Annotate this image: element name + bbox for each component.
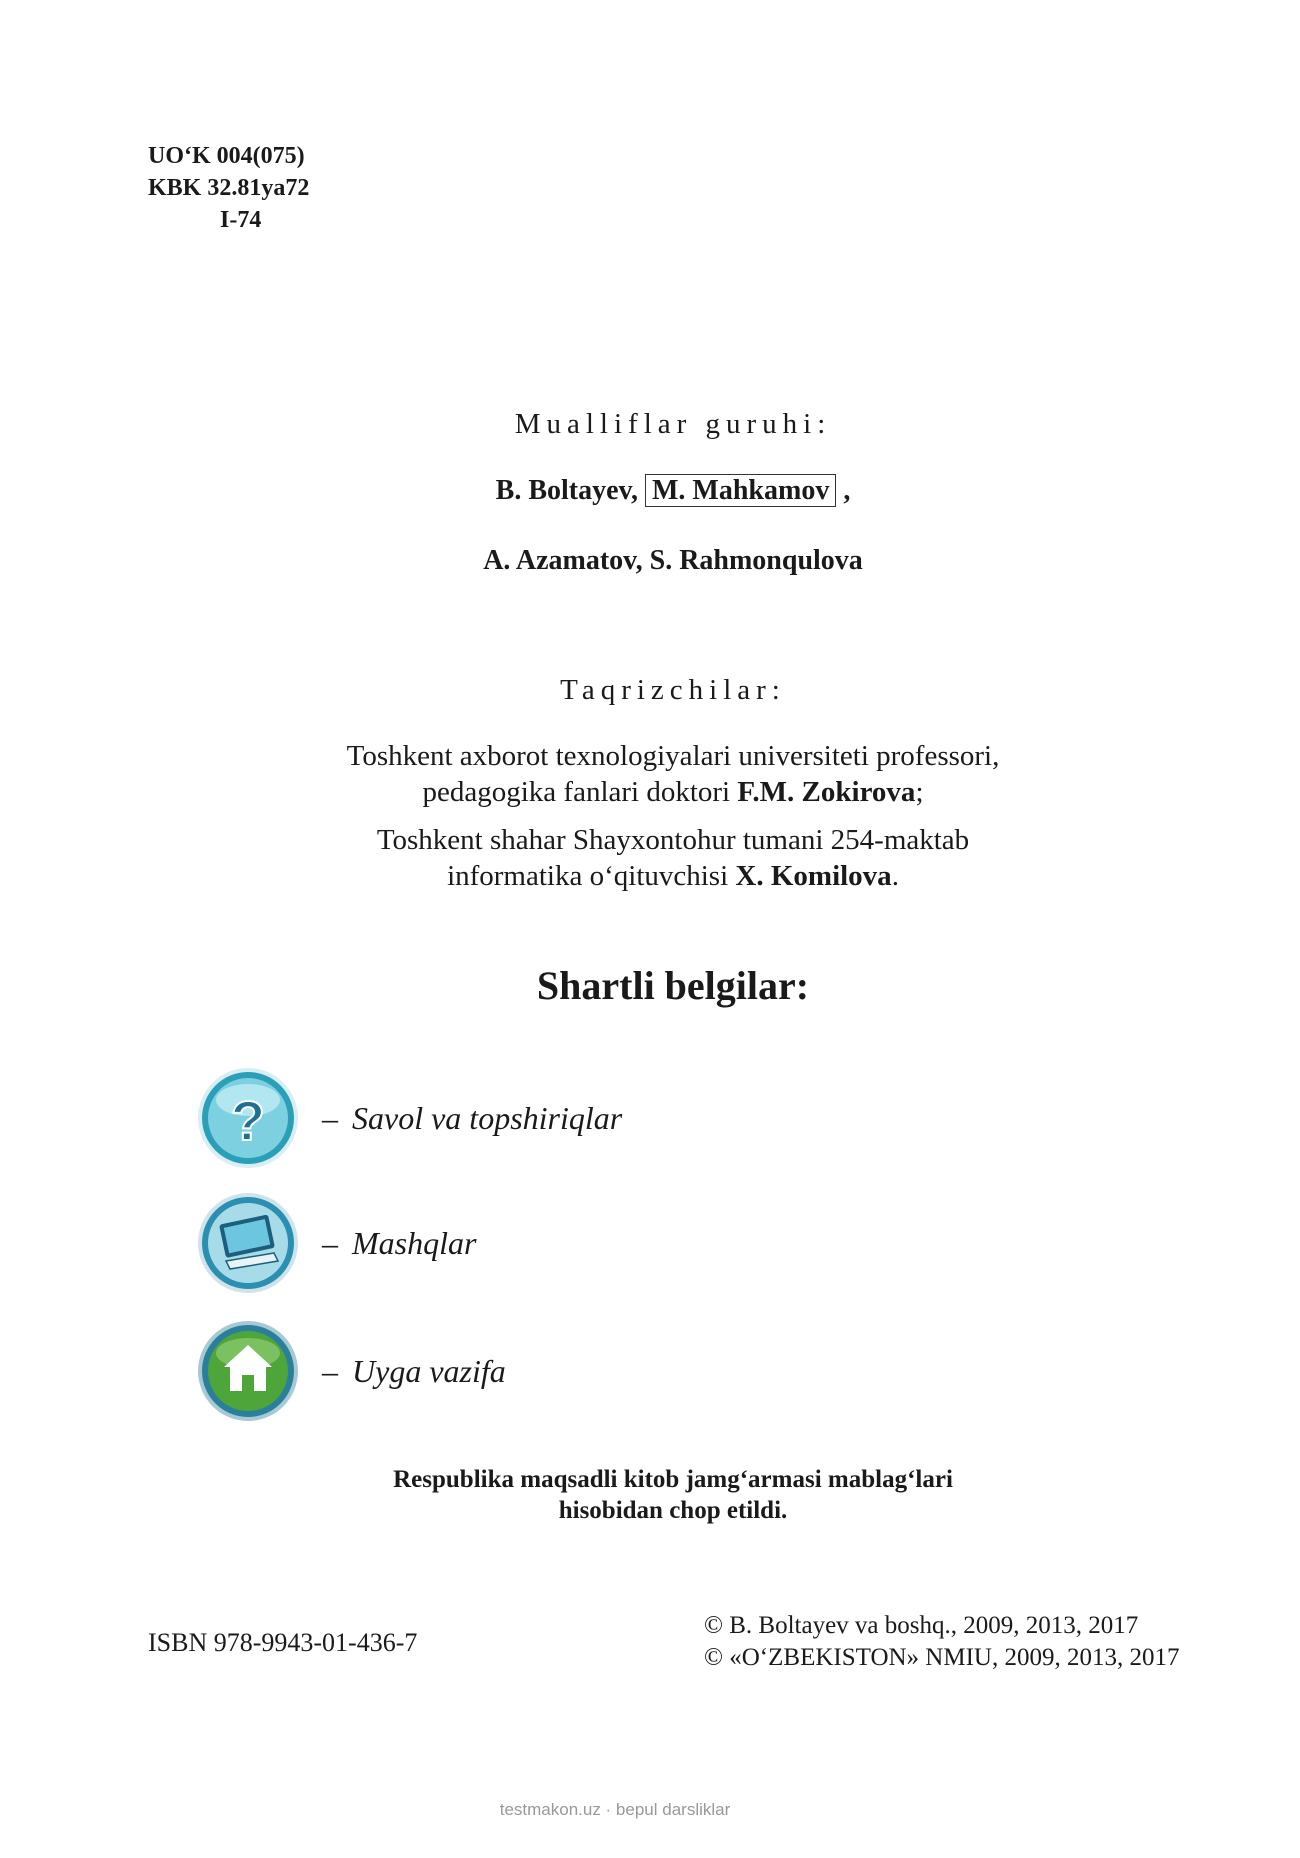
uok-code: UO‘K 004(075) — [148, 143, 305, 169]
reviewer-1-affiliation: Toshkent axborot texnologiyalari universiteti professori, — [346, 740, 1000, 772]
legend-text-homework: Uyga vazifa — [352, 1352, 506, 1389]
legend-item-questions — [196, 1063, 622, 1173]
copyright-block — [704, 1610, 1179, 1674]
watermark: testmakon.uz · bepul darsliklar — [499, 1800, 731, 1819]
reviewer-1-title — [0, 774, 1300, 810]
kbk-code: KBK 32.81ya72 — [148, 175, 310, 201]
legend-label-questions — [322, 1100, 622, 1137]
reviewer-1-name: F.M. Zokirova — [737, 776, 916, 808]
reviewer-1-degree: pedagogika fanlari doktori — [422, 776, 738, 808]
legend-label-homework — [322, 1353, 506, 1390]
authors-line-1 — [0, 475, 1300, 507]
copyright-authors: © B. Boltayev va boshq., 2009, 2013, 2017 — [704, 1612, 1139, 1639]
classification-block — [148, 140, 309, 236]
legend-dash: – — [322, 1352, 338, 1389]
legend-dash: – — [322, 1224, 338, 1261]
reviewer-1 — [0, 738, 1300, 810]
reviewer-2-title — [0, 858, 1300, 894]
funding-line-2: hisobidan chop etildi. — [558, 1497, 788, 1524]
authors-line-2: A. Azamatov, S. Rahmonqulova — [483, 545, 863, 576]
reviewer-2-end: . — [891, 860, 899, 892]
reviewer-2-role: informatika o‘qituvchisi — [447, 860, 736, 892]
legend-text-exercises: Mashqlar — [352, 1224, 477, 1261]
authors-comma: , — [843, 475, 851, 506]
author-mahkamov-boxed: M. Mahkamov — [645, 474, 836, 507]
legend-item-homework — [196, 1316, 506, 1426]
authors-heading: Mualliflar guruhi: — [514, 408, 832, 440]
funding-line-1: Respublika maqsadli kitob jamg‘armasi mablag‘lari — [393, 1466, 953, 1493]
svg-text:?: ? — [230, 1089, 266, 1152]
reviewer-1-end: ; — [915, 776, 924, 808]
isbn: ISBN 978-9943-01-436-7 — [148, 1628, 418, 1657]
reviewer-2-affiliation: Toshkent shahar Shayxontohur tumani 254-maktab — [376, 824, 970, 856]
funding-note — [0, 1464, 1300, 1526]
author-boltayev: B. Boltayev, — [495, 475, 638, 506]
question-icon — [196, 1066, 300, 1170]
legend-text-questions: Savol va topshiriqlar — [352, 1099, 623, 1136]
author-code: I-74 — [220, 207, 262, 233]
computer-icon — [196, 1191, 300, 1295]
home-icon — [196, 1319, 300, 1423]
copyright-publisher: © «O‘ZBEKISTON» NMIU, 2009, 2013, 2017 — [704, 1644, 1180, 1671]
legend-dash: – — [322, 1099, 338, 1136]
legend-label-exercises — [322, 1225, 476, 1262]
legend-heading: Shartli belgilar: — [536, 963, 810, 1008]
reviewer-2 — [0, 822, 1300, 894]
reviewer-2-name: X. Komilova — [735, 860, 892, 892]
legend-item-exercises — [196, 1188, 476, 1298]
reviewers-heading: Taqrizchilar: — [560, 674, 786, 706]
